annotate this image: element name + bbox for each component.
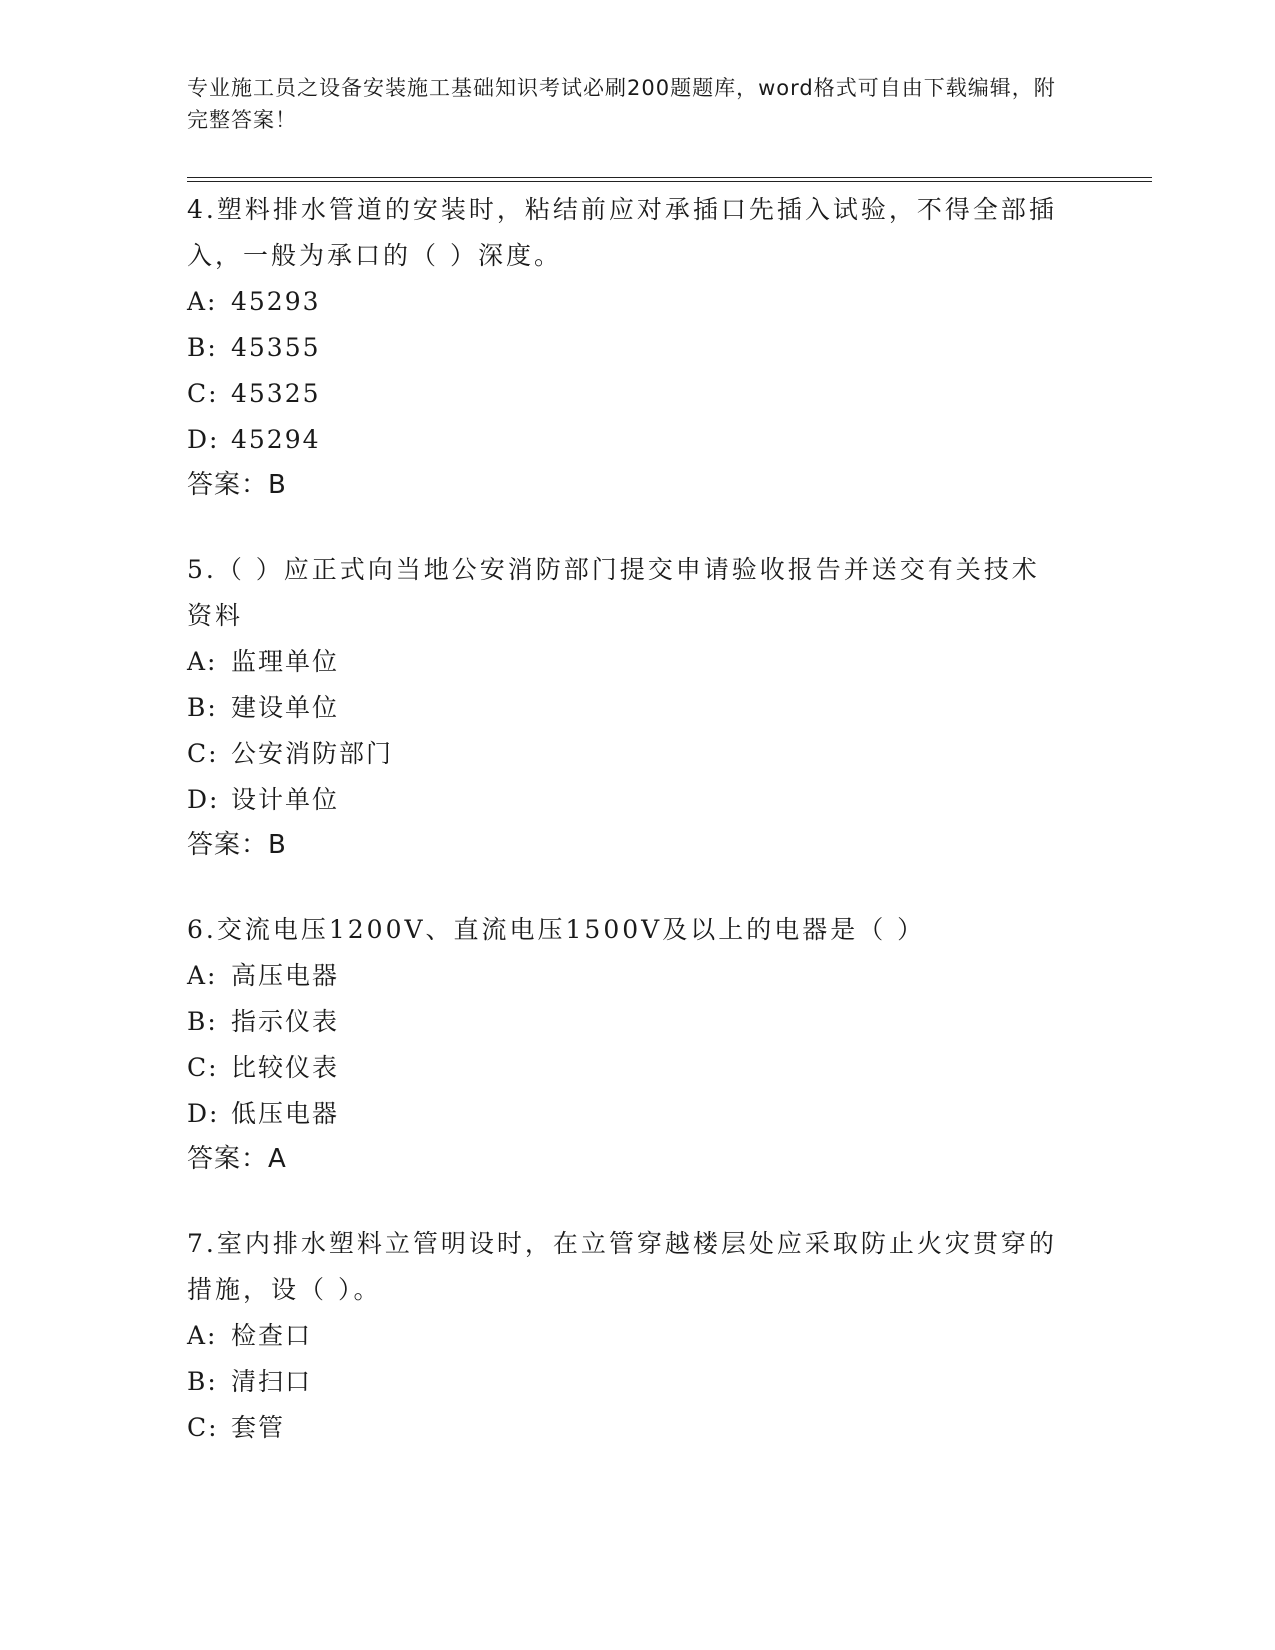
- header-title: 专业施工员之设备安装施工基础知识考试必刷200题题库，word格式可自由下载编辑，附完整答案！: [187, 76, 1056, 132]
- option-letter: B:: [187, 693, 218, 722]
- option-text: 高压电器: [231, 961, 340, 990]
- option-c: [187, 371, 1087, 417]
- question-stem: 6.交流电压1200V、直流电压1500V及以上的电器是（ ）: [187, 915, 926, 944]
- option-text: 建设单位: [231, 693, 340, 722]
- option-letter: C:: [187, 379, 219, 408]
- option-text: 低压电器: [231, 1099, 340, 1128]
- option-letter: C:: [187, 1053, 219, 1082]
- question-stem: 5.（ ）应正式向当地公安消防部门提交申请验收报告并送交有关技术资料: [187, 555, 1040, 630]
- option-a: [187, 639, 1087, 685]
- option-a: [187, 279, 1087, 325]
- option-letter: D:: [187, 785, 220, 814]
- option-a: [187, 953, 1087, 999]
- option-text: 指示仪表: [231, 1007, 340, 1036]
- option-letter: B:: [187, 1367, 218, 1396]
- option-text: 检查口: [231, 1321, 313, 1350]
- option-d: [187, 1091, 1087, 1137]
- question-list: [187, 187, 1087, 1491]
- question-7: [187, 1221, 1087, 1451]
- option-b: [187, 1359, 1087, 1405]
- option-text: 清扫口: [231, 1367, 313, 1396]
- option-c: [187, 1045, 1087, 1091]
- option-letter: D:: [187, 1099, 220, 1128]
- option-letter: B:: [187, 1007, 218, 1036]
- option-text: 比较仪表: [231, 1053, 340, 1082]
- question-5: [187, 547, 1087, 867]
- answer-line: 答案：B: [187, 470, 287, 500]
- option-d: [187, 417, 1087, 463]
- option-letter: D:: [187, 425, 220, 454]
- question-6: [187, 907, 1087, 1181]
- option-text: 监理单位: [231, 647, 340, 676]
- option-letter: A:: [187, 287, 218, 316]
- option-letter: C:: [187, 739, 219, 768]
- option-text: 公安消防部门: [231, 739, 394, 768]
- option-d: [187, 777, 1087, 823]
- option-c: [187, 731, 1087, 777]
- question-stem: 4.塑料排水管道的安装时，粘结前应对承插口先插入试验，不得全部插入，一般为承口的（ ）深度。: [187, 195, 1057, 270]
- question-4: [187, 187, 1087, 507]
- option-c: [187, 1405, 1087, 1451]
- option-text: 45294: [231, 425, 321, 454]
- option-a: [187, 1313, 1087, 1359]
- option-letter: A:: [187, 1321, 218, 1350]
- option-b: [187, 325, 1087, 371]
- answer-line: 答案：A: [187, 1144, 287, 1174]
- option-text: 套管: [231, 1413, 286, 1442]
- header-divider: [187, 177, 1152, 182]
- option-letter: B:: [187, 333, 218, 362]
- answer-line: 答案：B: [187, 830, 287, 860]
- option-text: 45325: [231, 379, 321, 408]
- option-text: 设计单位: [231, 785, 340, 814]
- option-b: [187, 999, 1087, 1045]
- option-letter: A:: [187, 961, 218, 990]
- question-stem: 7.室内排水塑料立管明设时，在立管穿越楼层处应采取防止火灾贯穿的措施，设（ ）。: [187, 1229, 1057, 1304]
- option-text: 45355: [231, 333, 321, 362]
- document-header: [187, 72, 1067, 136]
- option-b: [187, 685, 1087, 731]
- option-text: 45293: [231, 287, 321, 316]
- option-letter: A:: [187, 647, 218, 676]
- option-letter: C:: [187, 1413, 219, 1442]
